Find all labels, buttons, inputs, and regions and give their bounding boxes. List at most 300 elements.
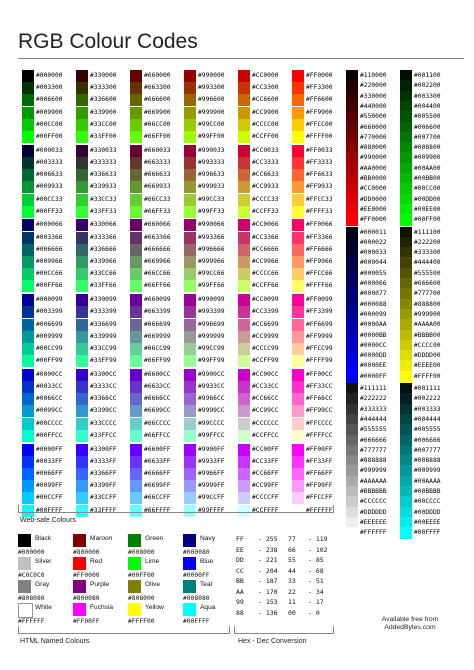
hex-code: #FF99FF: [306, 482, 333, 490]
named-bracket: [18, 626, 230, 634]
colour-swatch: [292, 381, 304, 393]
colour-swatch: [238, 381, 250, 393]
hex-code: #999999: [360, 467, 387, 475]
conversion-value: - 204: [258, 566, 278, 575]
colour-swatch: [22, 194, 34, 206]
hex-code: #CC3333: [252, 158, 279, 166]
colour-swatch: [128, 534, 141, 547]
hex-code: #FFFF00: [414, 372, 441, 380]
hex-code: #FFFF00: [306, 133, 333, 140]
hex-code: #99FFCC: [198, 431, 225, 439]
hex-code: #99CC33: [198, 195, 225, 203]
hex-code: #663399: [144, 308, 171, 316]
hex-code: #00FF00: [36, 133, 63, 140]
colour-swatch: [238, 468, 250, 480]
hex-code: #336633: [90, 171, 117, 179]
colour-swatch: [238, 492, 250, 504]
hex-code: #33FF00: [90, 133, 117, 140]
hex-code: #FF00FF: [73, 618, 100, 625]
hex-code: #004444: [414, 415, 441, 423]
conversion-value: - 238: [258, 545, 278, 554]
colour-swatch: [292, 232, 304, 244]
colour-swatch: [76, 468, 88, 480]
hex-code: #CC0000: [252, 72, 279, 79]
conversion-value: 77: [288, 535, 296, 543]
colour-swatch: [184, 444, 196, 456]
colour-swatch: [184, 468, 196, 480]
hex-code: #0000FF: [360, 372, 387, 380]
hex-code: #808080: [18, 595, 45, 602]
colour-swatch: [238, 169, 250, 181]
hex-code: #000033: [360, 249, 387, 257]
hex-code: #00FFFF: [36, 506, 63, 514]
hex-code: #9933CC: [198, 383, 225, 390]
colour-swatch: [292, 468, 304, 480]
colour-swatch: [184, 82, 196, 94]
hex-code: #33CC66: [90, 270, 117, 278]
conversion-value: - 17: [308, 598, 324, 606]
colour-swatch: [76, 492, 88, 504]
hex-code: #0066FF: [36, 469, 63, 477]
hex-code: #999966: [198, 258, 225, 265]
named-colour-silver: [18, 557, 70, 581]
named-colour-navy: [183, 534, 235, 558]
colour-swatch: [22, 319, 34, 331]
hex-code: #996666: [198, 245, 225, 253]
named-colour-purple: [73, 580, 125, 604]
colour-swatch: [184, 70, 196, 82]
hex-code: #33FFCC: [90, 431, 117, 439]
colour-swatch: [76, 157, 88, 169]
colour-swatch: [128, 603, 141, 616]
hex-code: #3399FF: [90, 482, 117, 490]
colour-swatch: [184, 492, 196, 504]
hex-code: #CC3300: [252, 84, 279, 92]
hex-code: #DDDDDD: [360, 508, 387, 516]
hex-code: #001100: [414, 72, 441, 79]
colour-swatch: [238, 181, 250, 193]
colour-swatch: [238, 306, 250, 318]
web-safe-bracket: [18, 505, 334, 513]
hex-code: #009999: [414, 467, 441, 475]
colour-swatch: [292, 206, 304, 218]
colour-name: Gray: [35, 581, 50, 588]
hex-code: #00CC33: [36, 195, 63, 203]
hex-code: #669999: [144, 332, 171, 340]
colour-swatch: [76, 232, 88, 244]
colour-swatch: [130, 194, 142, 206]
colour-name: Blue: [200, 558, 214, 565]
colour-swatch: [292, 107, 304, 119]
colour-swatch: [184, 107, 196, 119]
colour-swatch: [22, 232, 34, 244]
colour-swatch: [130, 393, 142, 405]
hex-code: #3300CC: [90, 370, 117, 378]
hex-code: #66CC99: [144, 344, 171, 352]
hex-code: #3300FF: [90, 445, 117, 453]
hex-code: #CC33CC: [252, 383, 279, 390]
conversion-value: - 187: [258, 577, 278, 585]
hex-code: #002200: [414, 82, 441, 90]
hex-code: #99FFFF: [198, 506, 225, 514]
hex-code: #999900: [198, 108, 225, 116]
colour-swatch: [292, 430, 304, 442]
hex-code: #FF0000: [73, 572, 100, 579]
named-colour-lime: [128, 557, 180, 581]
hex-code: #9933FF: [198, 457, 225, 465]
colour-swatch: [22, 381, 34, 393]
colour-swatch: [292, 294, 304, 306]
hex-code: #333300: [414, 249, 441, 257]
hex-code: #007777: [414, 446, 441, 454]
colour-swatch: [238, 94, 250, 106]
hex-code: #0000CC: [36, 370, 63, 378]
colour-swatch: [130, 405, 142, 417]
conversion-value: - 170: [258, 587, 278, 596]
colour-swatch: [130, 468, 142, 480]
colour-swatch: [130, 206, 142, 218]
hex-code: #66FF66: [144, 282, 171, 290]
hex-code: #FFFF33: [306, 207, 333, 215]
hex-code: #00EEEE: [414, 518, 441, 526]
conversion-value: EE: [236, 545, 244, 554]
colour-swatch: [22, 219, 34, 231]
hex-code: #99FF00: [198, 133, 225, 140]
hex-code: #006666: [414, 436, 441, 444]
hex-code: #AA0000: [360, 164, 387, 172]
colour-swatch: [22, 280, 34, 292]
hex-code: #222222: [360, 395, 387, 403]
colour-swatch: [292, 355, 304, 367]
hex-code: #000099: [360, 310, 387, 318]
colour-swatch: [22, 145, 34, 157]
colour-swatch: [22, 119, 34, 131]
colour-swatch: [238, 355, 250, 367]
hex-code: #336699: [90, 320, 117, 328]
colour-swatch: [238, 82, 250, 94]
hex-code: #FFFF66: [306, 282, 333, 290]
colour-swatch: [184, 355, 196, 367]
hex-code: #00DDDD: [414, 508, 441, 516]
colour-swatch: [238, 418, 250, 430]
named-colour-blue: [183, 557, 235, 581]
hex-code: #00FFFF: [414, 529, 441, 537]
colour-swatch: [130, 280, 142, 292]
colour-swatch: [73, 557, 86, 570]
hex-code: #CCFF00: [252, 133, 279, 140]
colour-swatch: [22, 306, 34, 318]
hex-code: #006633: [36, 171, 63, 179]
colour-swatch: [22, 157, 34, 169]
colour-swatch: [130, 94, 142, 106]
hex-code: #CCFF66: [252, 282, 279, 290]
hex-code: #0000AA: [360, 321, 387, 329]
hex-code: #FF66FF: [306, 469, 333, 477]
hex-code: #CC3399: [252, 308, 279, 316]
colour-swatch: [184, 369, 196, 381]
hex-code: #000088: [360, 300, 387, 308]
hex-code: #999900: [414, 310, 441, 318]
named-colours: [18, 534, 228, 624]
colour-swatch: [238, 70, 250, 82]
hex-code: #CC0066: [252, 221, 279, 229]
colour-swatch: [292, 94, 304, 106]
conversion-value: 55: [288, 556, 296, 564]
hex-code: #33CC33: [90, 195, 117, 203]
hex-code: #00EE00: [414, 205, 441, 213]
hex-code: #FF0000: [360, 216, 387, 224]
colour-swatch: [128, 557, 141, 570]
hex-code: #669900: [144, 108, 171, 116]
colour-swatch: [184, 319, 196, 331]
hex-code: #669966: [144, 258, 171, 265]
hex-code: #000066: [36, 221, 63, 229]
hex-code: #002222: [414, 395, 441, 403]
colour-swatch: [76, 418, 88, 430]
footer: [360, 616, 460, 632]
colour-swatch: [130, 131, 142, 143]
hex-code: #00CC00: [414, 185, 441, 193]
conversion-value: - 51: [308, 577, 324, 585]
colour-swatch: [184, 194, 196, 206]
hex-code: #990099: [198, 296, 225, 304]
hex-code: #66CC33: [144, 195, 171, 203]
hex-code: #CC99CC: [252, 407, 279, 415]
colour-swatch: [130, 381, 142, 393]
colour-swatch: [76, 405, 88, 417]
page-title: RGB Colour Codes: [18, 30, 198, 53]
conversion-value: - 119: [308, 535, 328, 543]
hex-code: #0000CC: [360, 341, 387, 349]
colour-swatch: [76, 430, 88, 442]
hex-code: #FF6699: [306, 320, 333, 328]
colour-name: Red: [90, 558, 103, 565]
hex-code: #FF00FF: [306, 445, 333, 453]
hex-code: #999999: [198, 332, 225, 340]
hex-code: #9999FF: [198, 482, 225, 490]
colour-swatch: [238, 405, 250, 417]
colour-name: Purple: [90, 581, 110, 588]
conversion-value: FF: [236, 535, 244, 543]
hex-code: #6699CC: [144, 407, 171, 415]
colour-swatch: [292, 369, 304, 381]
colour-swatch: [184, 381, 196, 393]
colour-swatch: [184, 418, 196, 430]
hex-code: #666666: [360, 436, 387, 444]
hex-code: #FFFF99: [306, 357, 333, 365]
colour-swatch: [292, 480, 304, 492]
hex-code: #666666: [144, 245, 171, 253]
colour-swatch: [130, 319, 142, 331]
colour-swatch: [130, 492, 142, 504]
hex-code: #9966FF: [198, 469, 225, 477]
hex-code: #222200: [414, 238, 441, 246]
conversion-bracket: [234, 626, 334, 634]
hex-code: #BBBB00: [414, 331, 441, 339]
colour-swatch: [292, 393, 304, 405]
hex-code: #996600: [198, 96, 225, 104]
colour-swatch: [238, 480, 250, 492]
colour-swatch: [184, 456, 196, 468]
hex-code: #FF33CC: [306, 383, 333, 390]
colour-swatch: [184, 343, 196, 355]
hex-code: #006600: [36, 96, 63, 104]
colour-swatch: [22, 405, 34, 417]
hex-code: #FF0066: [306, 221, 333, 229]
hex-code: #339900: [90, 108, 117, 116]
colour-swatch: [130, 369, 142, 381]
colour-swatch: [292, 306, 304, 318]
hex-code: #33FF66: [90, 282, 117, 290]
hex-code: #CCFF33: [252, 207, 279, 215]
hex-code: #66FFFF: [144, 506, 171, 514]
colour-swatch: [292, 256, 304, 268]
colour-swatch: [238, 157, 250, 169]
colour-swatch: [76, 306, 88, 318]
hex-code: #FF3333: [306, 158, 333, 166]
colour-swatch: [76, 145, 88, 157]
hex-code: #FFCCFF: [306, 494, 333, 502]
conversion-value: CC: [236, 566, 244, 575]
colour-swatch: [18, 580, 31, 593]
hex-code: #0000BB: [360, 331, 387, 339]
colour-swatch: [292, 343, 304, 355]
colour-swatch: [238, 280, 250, 292]
named-colour-yellow: [128, 603, 180, 627]
colour-swatch: [22, 492, 34, 504]
hex-code: #990066: [198, 221, 225, 229]
colour-swatch: [22, 244, 34, 256]
named-colour-aqua: [183, 603, 235, 627]
conversion-value: - 255: [258, 535, 278, 543]
colour-swatch: [73, 580, 86, 593]
colour-swatch: [238, 369, 250, 381]
hex-code: #FFFFFF: [360, 529, 387, 537]
hex-code: #00AAAA: [414, 477, 441, 485]
colour-swatch: [130, 256, 142, 268]
hex-code: #FFFF00: [128, 618, 155, 625]
hex-code: #444400: [414, 259, 441, 267]
colour-swatch: [22, 355, 34, 367]
colour-swatch: [22, 480, 34, 492]
colour-name: Navy: [200, 535, 216, 542]
conversion-value: 33: [288, 577, 296, 585]
conversion-value: 66: [288, 545, 296, 554]
named-colour-green: [128, 534, 180, 558]
hex-code: #000066: [360, 280, 387, 287]
colour-swatch: [22, 444, 34, 456]
hex-code: #33CCFF: [90, 494, 117, 502]
colour-swatch: [184, 119, 196, 131]
hex-code: #777700: [414, 290, 441, 298]
colour-name: Teal: [200, 581, 213, 588]
hex-code: #660099: [144, 296, 171, 304]
colour-swatch: [184, 256, 196, 268]
colour-swatch: [130, 119, 142, 131]
hex-code: #003333: [36, 158, 63, 166]
hex-code: #FFCC99: [306, 344, 333, 352]
colour-swatch: [346, 371, 358, 383]
named-colour-black: [18, 534, 70, 558]
hex-code: #CC33FF: [252, 457, 279, 465]
hex-code: #33CC99: [90, 344, 117, 352]
colour-swatch: [238, 119, 250, 131]
colour-swatch: [76, 70, 88, 82]
hex-code: #99FF66: [198, 282, 225, 290]
hex-code: #00CC66: [36, 270, 63, 278]
hex-code: #66CC66: [144, 270, 171, 278]
hex-code: #3366CC: [90, 395, 117, 403]
colour-swatch: [292, 82, 304, 94]
hex-code: #EE0000: [360, 205, 387, 213]
conversion-value: 11: [288, 598, 296, 606]
colour-swatch: [76, 393, 88, 405]
colour-swatch: [130, 232, 142, 244]
hex-code: #000000: [36, 72, 63, 79]
colour-swatch: [400, 527, 412, 539]
hex-code: #33CCCC: [90, 419, 117, 427]
hex-code: #33FFFF: [90, 506, 117, 514]
hex-code: #660000: [360, 123, 387, 131]
hex-code: #FF9966: [306, 258, 333, 265]
colour-swatch: [76, 355, 88, 367]
hex-code: #111111: [360, 385, 387, 392]
named-colour-fuchsia: [73, 603, 125, 627]
hex-code: #9999CC: [198, 407, 225, 415]
colour-swatch: [22, 468, 34, 480]
hex-code: #00FF00: [414, 216, 441, 224]
colour-swatch: [184, 219, 196, 231]
hex-code: #33FF99: [90, 357, 117, 365]
colour-swatch: [22, 107, 34, 119]
colour-swatch: [130, 70, 142, 82]
colour-swatch: [76, 294, 88, 306]
colour-swatch: [22, 268, 34, 280]
colour-swatch: [76, 381, 88, 393]
hex-code: #008800: [414, 144, 441, 152]
hex-code: #CC6699: [252, 320, 279, 328]
hex-code: #9966CC: [198, 395, 225, 403]
hex-code: #00CC00: [36, 120, 63, 128]
colour-swatch: [183, 557, 196, 570]
hex-code: #339966: [90, 258, 117, 265]
colour-swatch: [292, 331, 304, 343]
hex-code: #FFCC00: [306, 120, 333, 128]
colour-swatch: [183, 603, 196, 616]
colour-name: Maroon: [90, 535, 113, 542]
hex-code: #333366: [90, 233, 117, 241]
colour-swatch: [130, 355, 142, 367]
conversion-value: 44: [288, 566, 296, 575]
colour-swatch: [76, 181, 88, 193]
colour-swatch: [22, 393, 34, 405]
hex-code: #008000: [128, 549, 155, 556]
colour-swatch: [130, 181, 142, 193]
hex-code: #111100: [414, 228, 441, 236]
hex-code: #008080: [183, 595, 210, 602]
hex-code: #669933: [144, 183, 171, 191]
conversion-value: - 34: [308, 587, 324, 596]
colour-swatch: [292, 280, 304, 292]
colour-swatch: [184, 480, 196, 492]
hex-code: #6633FF: [144, 457, 171, 465]
hex-code: #000044: [360, 259, 387, 267]
hex-code: #000080: [183, 549, 210, 556]
colour-swatch: [238, 268, 250, 280]
conversion-value: 88: [236, 608, 244, 617]
hex-code: #330000: [360, 92, 387, 100]
conversion-value: - 85: [308, 556, 324, 564]
